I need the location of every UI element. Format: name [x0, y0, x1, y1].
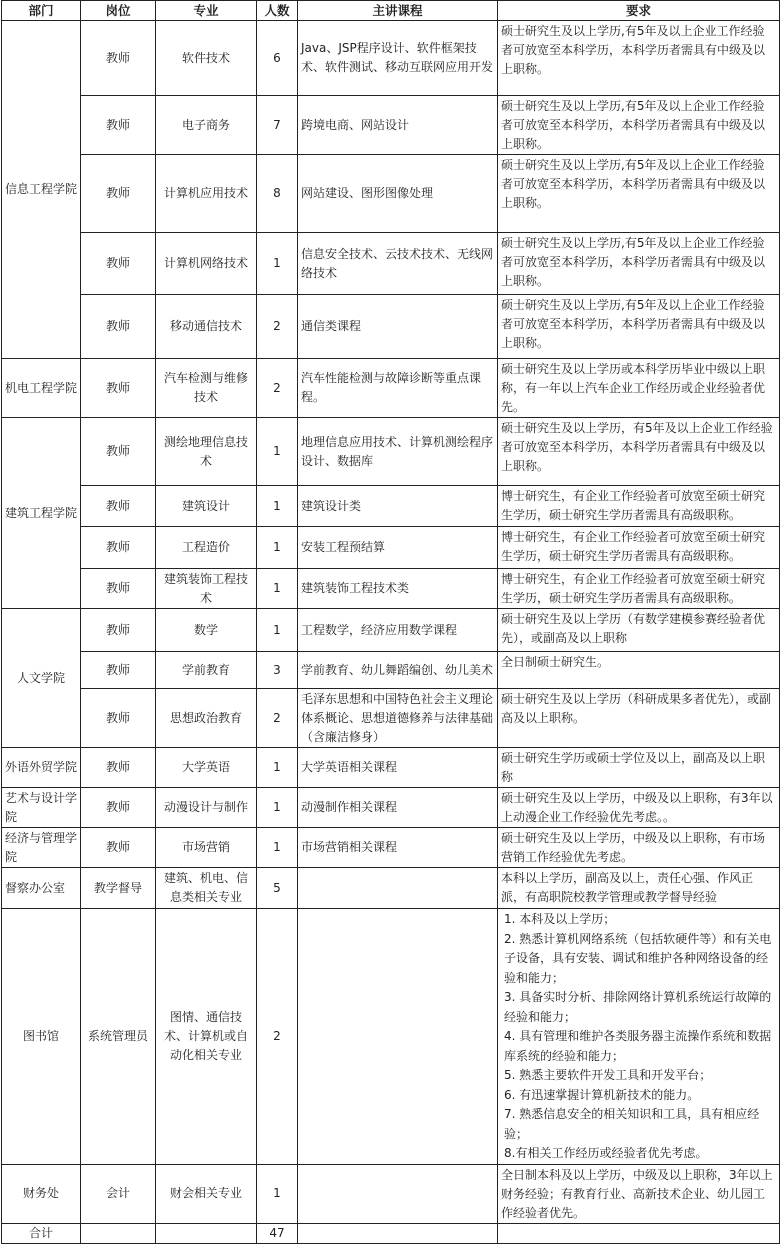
courses-cell: 跨境电商、网站设计 [298, 96, 498, 155]
count-cell: 1 [257, 418, 298, 486]
req-cell: 硕士研究生及以上学历，有5年及以上企业工作经验者可放宽至本科学历，本科学历者需具有中级及以上职称。 [498, 418, 780, 486]
recruitment-table [1, 0, 780, 1244]
dept-cell: 财务处 [2, 1164, 81, 1223]
major-cell: 计算机网络技术 [156, 233, 257, 295]
req-cell: 硕士研究生及以上学历,有5年及以上企业工作经验者可放宽至本科学历，本科学历者需具有中级及以上职称。 [498, 96, 780, 155]
post-cell: 教师 [81, 359, 156, 418]
req-item: 7. 熟悉信息安全的相关知识和工具，具有相应经验； [504, 1107, 760, 1141]
req-cell: 硕士研究生及以上学历，中级及以上职称，有市场营销工作经验优先考虑。 [498, 828, 780, 868]
post-cell: 教师 [81, 418, 156, 486]
major-cell: 数学 [156, 609, 257, 652]
table-row [2, 486, 780, 527]
header-major: 专业 [156, 1, 257, 21]
major-cell [156, 868, 257, 909]
table-row [2, 609, 780, 652]
major-cell: 建筑设计 [156, 486, 257, 527]
dept-cell: 图书馆 [2, 909, 81, 1165]
courses-cell: 工程数学，经济应用数学课程 [298, 609, 498, 652]
table-row [2, 868, 780, 909]
courses-cell: 动漫制作相关课程 [298, 788, 498, 828]
table-row [2, 828, 780, 868]
req-cell: 硕士研究生及以上学历（有数学建模参赛经验者优先），或副高及以上职称 [498, 609, 780, 652]
table-row [2, 418, 780, 486]
post-cell: 系统管理员 [81, 909, 156, 1165]
post-cell: 教师 [81, 96, 156, 155]
req-cell: 博士研究生，有企业工作经验者可放宽至硕士研究生学历，硕士研究生学历者需具有高级职称。 [498, 569, 780, 609]
dept-cell: 人文学院 [2, 609, 81, 748]
dept-cell: 机电工程学院 [2, 359, 81, 418]
header-post: 岗位 [81, 1, 156, 21]
count-cell: 1 [257, 569, 298, 609]
count-cell: 1 [257, 527, 298, 569]
empty-cell [498, 1223, 780, 1243]
req-item: 1. 本科及以上学历； [504, 912, 616, 926]
post-cell: 教师 [81, 527, 156, 569]
courses-cell: 建筑设计类 [298, 486, 498, 527]
total-row [2, 1223, 780, 1243]
major-cell: 思想政治教育 [156, 689, 257, 748]
courses-cell: 建筑装饰工程技术类 [298, 569, 498, 609]
empty-cell [81, 1223, 156, 1243]
req-item: 8.有相关工作经历或经验者优先考虑。 [504, 1146, 708, 1160]
header-courses: 主讲课程 [298, 1, 498, 21]
count-cell: 2 [257, 295, 298, 359]
req-cell: 全日制硕士研究生。 [498, 652, 780, 689]
post-cell: 教师 [81, 155, 156, 233]
table-row [2, 527, 780, 569]
req-cell: 硕士研究生及以上学历,有5年及以上企业工作经验者可放宽至本科学历，本科学历者需具有中级及以上职称。 [498, 233, 780, 295]
major-cell: 动漫设计与制作 [156, 788, 257, 828]
post-cell: 教师 [81, 569, 156, 609]
post-cell: 教师 [81, 233, 156, 295]
req-cell: 硕士研究生及以上学历或本科学历毕业中级以上职称，有一年以上汽车企业工作经历或企业经验者优先。 [498, 359, 780, 418]
post-cell: 教师 [81, 21, 156, 96]
major-cell: 学前教育 [156, 652, 257, 689]
courses-cell: 通信类课程 [298, 295, 498, 359]
count-cell: 1 [257, 233, 298, 295]
post-cell: 教师 [81, 748, 156, 788]
req-cell: 硕士研究生学历或硕士学位及以上，副高及以上职称 [498, 748, 780, 788]
courses-cell: 学前教育、幼儿舞蹈编创、幼儿美术 [298, 652, 498, 689]
total-count: 47 [257, 1223, 298, 1243]
count-cell: 1 [257, 748, 298, 788]
req-cell: 硕士研究生及以上学历，中级及以上职称，有3年以上动漫企业工作经验优先考虑。。 [498, 788, 780, 828]
count-cell: 2 [257, 689, 298, 748]
dept-cell: 外语外贸学院 [2, 748, 81, 788]
count-cell: 6 [257, 21, 298, 96]
major-cell: 大学英语 [156, 748, 257, 788]
table-row [2, 21, 780, 96]
table-row [2, 359, 780, 418]
courses-cell [298, 909, 498, 1165]
req-cell: 硕士研究生及以上学历,有5年及以上企业工作经验者可放宽至本科学历，本科学历者需具有中级及以上职称。 [498, 155, 780, 233]
post-cell: 教师 [81, 609, 156, 652]
dept-cell: 督察办公室 [2, 868, 81, 909]
post-cell: 教师 [81, 828, 156, 868]
dept-cell: 艺术与设计学院 [2, 788, 81, 828]
count-cell: 1 [257, 486, 298, 527]
major-text: 建筑、机电、信息类相关专业 [163, 871, 248, 904]
dept-cell: 信息工程学院 [2, 21, 81, 359]
header-row [2, 1, 780, 21]
major-cell: 电子商务 [156, 96, 257, 155]
post-cell: 教学督导 [81, 868, 156, 909]
table-row [2, 652, 780, 689]
req-item: 5. 熟悉主要软件开发工具和开发平台； [504, 1068, 712, 1082]
req-item: 6. 有迅速掌握计算机新技术的能力。 [504, 1087, 700, 1102]
count-cell: 7 [257, 96, 298, 155]
header-req: 要求 [498, 1, 780, 21]
courses-cell: Java、JSP程序设计、软件框架技术、软件测试、移动互联网应用开发 [298, 21, 498, 96]
req-cell [498, 909, 780, 1165]
major-cell: 市场营销 [156, 828, 257, 868]
table-row [2, 748, 780, 788]
total-label: 合计 [2, 1223, 81, 1243]
req-cell: 本科以上学历，副高及以上，责任心强、作风正派，有高职院校教学管理或教学督导经验 [498, 868, 780, 909]
table-row [2, 569, 780, 609]
count-cell: 2 [257, 359, 298, 418]
dept-cell: 经济与管理学院 [2, 828, 81, 868]
major-cell: 测绘地理信息技术 [156, 418, 257, 486]
req-item: 2. 熟悉计算机网络系统（包括软硬件等）和有关电子设备，具有安装、调试和维护各种网络设备的经验和能力； [504, 931, 772, 985]
table-row [2, 788, 780, 828]
post-cell: 教师 [81, 486, 156, 527]
table-row [2, 155, 780, 233]
table-row [2, 1164, 780, 1223]
header-dept: 部门 [2, 1, 81, 21]
empty-cell [298, 1223, 498, 1243]
count-cell: 1 [257, 1164, 298, 1223]
req-cell: 硕士研究生及以上学历,有5年及以上企业工作经验者可放宽至本科学历，本科学历者需具有中级及以上职称。 [498, 295, 780, 359]
courses-cell: 网站建设、图形图像处理 [298, 155, 498, 233]
table-row [2, 295, 780, 359]
courses-cell [298, 868, 498, 909]
count-cell: 8 [257, 155, 298, 233]
count-cell: 2 [257, 909, 298, 1165]
req-item: 4. 具有管理和维护各类服务器主流操作系统和数据库系统的经验和能力； [504, 1029, 772, 1063]
major-cell: 图情、通信技术、计算机或自动化相关专业 [156, 909, 257, 1165]
courses-cell: 大学英语相关课程 [298, 748, 498, 788]
table-row [2, 909, 780, 1165]
empty-cell [156, 1223, 257, 1243]
post-cell: 教师 [81, 788, 156, 828]
header-count: 人数 [257, 1, 298, 21]
req-cell: 全日制本科及以上学历，中级及以上职称，3年以上财务经验；有教育行业、高新技术企业、幼儿园工作经验者优先。 [498, 1164, 780, 1223]
major-cell: 计算机应用技术 [156, 155, 257, 233]
table-row [2, 233, 780, 295]
count-cell: 1 [257, 828, 298, 868]
major-cell: 财会相关专业 [156, 1164, 257, 1223]
courses-cell: 毛泽东思想和中国特色社会主义理论体系概论、思想道德修养与法律基础（含廉洁修身） [298, 689, 498, 748]
major-cell: 建筑装饰工程技术 [156, 569, 257, 609]
courses-cell: 汽车性能检测与故障诊断等重点课程。 [298, 359, 498, 418]
post-cell: 教师 [81, 689, 156, 748]
req-cell: 硕士研究生及以上学历,有5年及以上企业工作经验者可放宽至本科学历，本科学历者需具有中级及以上职称。 [498, 21, 780, 96]
count-cell: 1 [257, 609, 298, 652]
table-row [2, 96, 780, 155]
dept-cell: 建筑工程学院 [2, 418, 81, 609]
courses-cell: 地理信息应用技术、计算机测绘程序设计、数据库 [298, 418, 498, 486]
major-cell: 移动通信技术 [156, 295, 257, 359]
courses-cell: 安装工程预结算 [298, 527, 498, 569]
count-cell: 3 [257, 652, 298, 689]
post-cell: 会计 [81, 1164, 156, 1223]
post-cell: 教师 [81, 295, 156, 359]
courses-cell [298, 1164, 498, 1223]
table-row [2, 689, 780, 748]
courses-cell: 市场营销相关课程 [298, 828, 498, 868]
post-cell: 教师 [81, 652, 156, 689]
major-cell: 工程造价 [156, 527, 257, 569]
courses-cell: 信息安全技术、云技术技术、无线网络技术 [298, 233, 498, 295]
req-cell: 博士研究生，有企业工作经验者可放宽至硕士研究生学历，硕士研究生学历者需具有高级职称。 [498, 527, 780, 569]
major-cell: 汽车检测与维修技术 [156, 359, 257, 418]
major-cell: 软件技术 [156, 21, 257, 96]
req-item: 3. 具备实时分析、排除网络计算机系统运行故障的经验和能力； [504, 990, 772, 1024]
count-cell: 5 [257, 868, 298, 909]
count-cell: 1 [257, 788, 298, 828]
req-cell: 硕士研究生及以上学历（科研成果多者优先），或副高及以上职称。 [498, 689, 780, 748]
req-cell: 博士研究生，有企业工作经验者可放宽至硕士研究生学历，硕士研究生学历者需具有高级职称。 [498, 486, 780, 527]
